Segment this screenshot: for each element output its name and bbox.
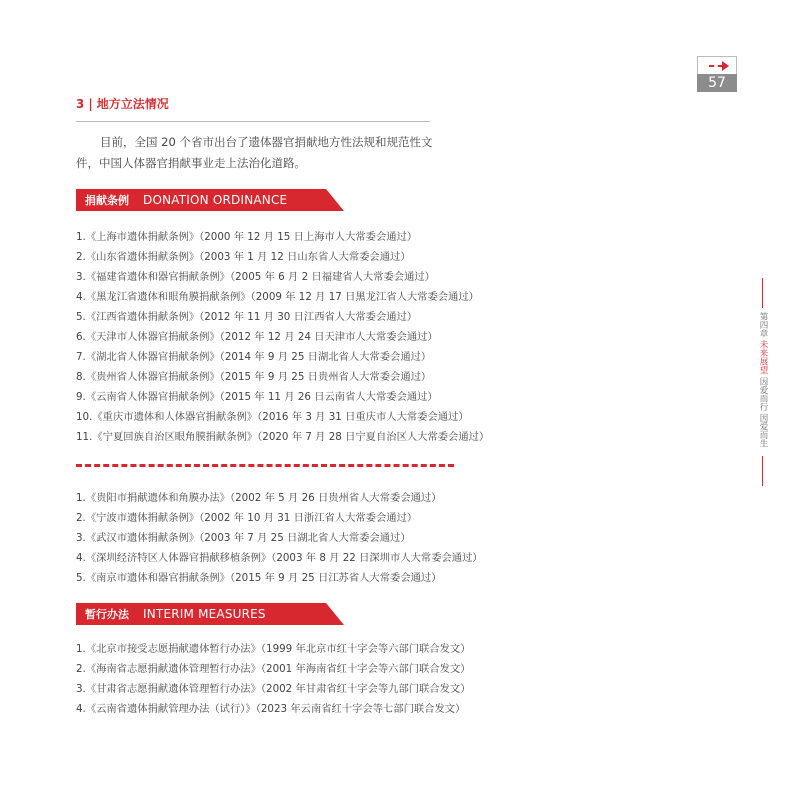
side-rule-top — [762, 278, 763, 308]
list-item: 4.《黑龙江省遗体和眼角膜捐献条例》（2009 年 12 月 17 日黑龙江省人大常委会通过） — [76, 291, 479, 303]
interim-measures-list — [76, 639, 471, 719]
donation-label-en: DONATION ORDINANCE — [143, 193, 288, 207]
arrow-head-icon — [722, 61, 729, 71]
section-divider: | — [88, 97, 93, 111]
section-rule — [76, 121, 430, 122]
section-number: 3 — [76, 97, 85, 111]
chapter-slogan: 因爱而行 因爱而生 — [758, 376, 768, 448]
list-item: 3.《武汉市遗体捐献条例》（2003 年 7 月 25 日湖北省人大常委会通过） — [76, 532, 411, 544]
list-item: 2.《海南省志愿捐献遗体管理暂行办法》（2001 年海南省红十字会等六部门联合发文） — [76, 663, 471, 675]
list-item: 4.《深圳经济特区人体器官捐献移植条例》（2003 年 8 月 22 日深圳市人大常委会通过） — [76, 552, 483, 564]
donation-label-cn: 捐献条例 — [85, 194, 129, 207]
list-item: 1.《贵阳市捐献遗体和角膜办法》（2002 年 5 月 26 日贵州省人大常委会通过） — [76, 492, 442, 504]
arrow-icon — [709, 65, 723, 67]
list-item: 3.《甘肃省志愿捐献遗体管理暂行办法》（2002 年甘肃省红十字会等九部门联合发文） — [76, 683, 471, 695]
side-rule-bottom — [762, 456, 763, 486]
list-item: 2.《宁波市遗体捐献条例》（2002 年 10 月 31 日浙江省人大常委会通过） — [76, 512, 418, 524]
list-item: 10.《重庆市遗体和人体器官捐献条例》（2016 年 3 月 31 日重庆市人大常委会通过） — [76, 411, 469, 423]
list-item: 9.《云南省人体器官捐献条例》（2015 年 11 月 26 日云南省人大常委会通过） — [76, 391, 438, 403]
list-item: 1.《北京市接受志愿捐献遗体暂行办法》（1999 年北京市红十字会等六部门联合发文） — [76, 643, 471, 655]
section-heading — [76, 95, 169, 112]
list-item: 2.《山东省遗体捐献条例》（2003 年 1 月 12 日山东省人大常委会通过） — [76, 251, 411, 263]
list-item: 11.《宁夏回族自治区眼角膜捐献条例》（2020 年 7 月 28 日宁夏自治区人大常委会通过） — [76, 431, 490, 443]
provincial-ordinance-list — [76, 227, 489, 447]
donation-ordinance-banner — [76, 189, 344, 211]
page-number: 57 — [697, 74, 737, 92]
dashed-divider — [76, 464, 454, 467]
section-title: 地方立法情况 — [96, 97, 169, 111]
list-item: 4.《云南省遗体捐献管理办法（试行）》（2023 年云南省红十字会等七部门联合发文） — [76, 703, 466, 715]
interim-label-cn: 暂行办法 — [85, 608, 129, 621]
list-item: 3.《福建省遗体和器官捐献条例》（2005 年 6 月 2 日福建省人大常委会通过） — [76, 271, 435, 283]
list-item: 5.《南京市遗体和器官捐献条例》（2015 年 9 月 25 日江苏省人大常委会通过） — [76, 572, 442, 584]
list-item: 8.《贵州省人体器官捐献条例》（2015 年 9 月 25 日贵州省人大常委会通过） — [76, 371, 432, 383]
page-tab-top — [697, 56, 737, 74]
list-item: 6.《天津市人体器官捐献条例》（2012 年 12 月 24 日天津市人大常委会通过） — [76, 331, 438, 343]
interim-measures-banner — [76, 603, 344, 625]
page-number-tab — [697, 56, 737, 92]
interim-label-en: INTERIM MEASURES — [143, 607, 266, 621]
chapter-number: 第四章 — [758, 312, 768, 338]
list-item: 5.《江西省遗体捐献条例》（2012 年 11 月 30 日江西省人大常委会通过） — [76, 311, 418, 323]
chapter-side-label — [756, 312, 768, 448]
chapter-topic: 未来展望 — [758, 340, 768, 375]
list-item: 1.《上海市遗体捐献条例》（2000 年 12 月 15 日上海市人大常委会通过） — [76, 231, 418, 243]
intro-paragraph: 目前，全国 20 个省市出台了遗体器官捐献地方性法规和规范性文件，中国人体器官捐献事业走上法治化道路。 — [76, 135, 433, 170]
list-item: 7.《湖北省人体器官捐献条例》（2014 年 9 月 25 日湖北省人大常委会通过） — [76, 351, 432, 363]
municipal-ordinance-list — [76, 488, 483, 588]
